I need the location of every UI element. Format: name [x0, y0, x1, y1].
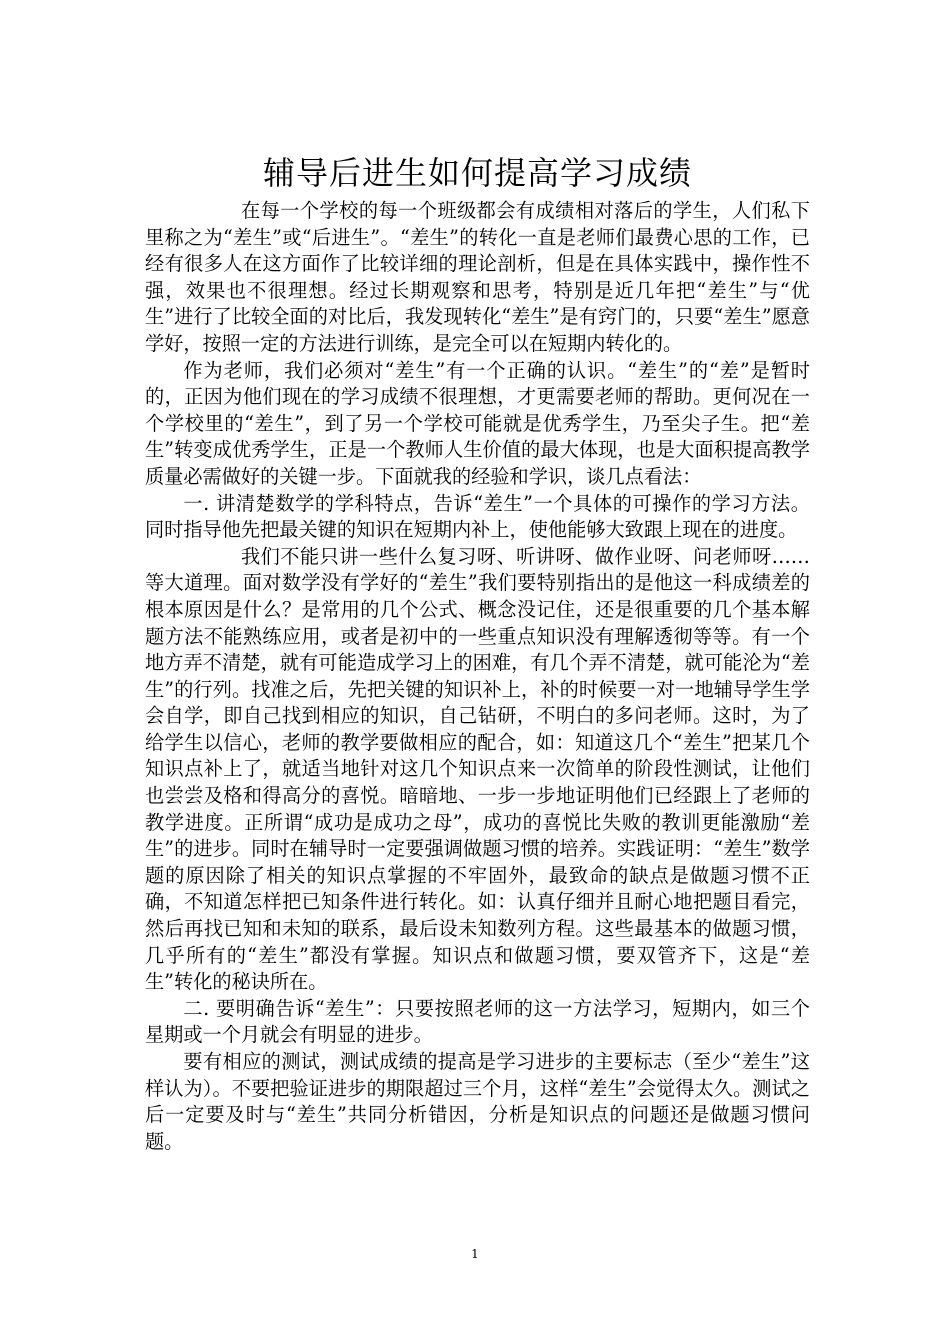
document-body: [145, 150, 810, 1155]
paragraph-testing: 要有相应的测试，测试成绩的提高是学习进步的主要标志（至少“差生”这样认为）。不要把验证进步的期限超过三个月，这样“差生”会觉得太久。测试之后一定要及时与“差生”共同分析错因，分析是知识点的问题还是做题习惯问题。: [145, 1050, 810, 1153]
paragraph-point-two: 二. 要明确告诉“差生”：只要按照老师的这一方法学习，短期内，如三个星期或一个月就会有明显的进步。: [145, 996, 810, 1047]
paragraph-teacher-view: 作为老师，我们必须对“差生”有一个正确的认识。“差生”的“差”是暂时的，正因为他们现在的学习成绩不很理想，才更需要老师的帮助。更何况在一个学校里的“差生”，到了另一个学校可能就是优秀学生，乃至尖子生。把“差生”转变成优秀学生，正是一个教师人生价值的最大体现，也是大面积提高教学质量必需做好的关键一步。下面就我的经验和学识，谈几点看法：: [145, 358, 810, 488]
document-title: 辅导后进生如何提高学习成绩: [262, 154, 692, 192]
paragraph-point-one-detail: 我们不能只讲一些什么复习呀、听讲呀、做作业呀、问老师呀……等大道理。面对数学没有学好的“差生”我们要特别指出的是他这一科成绩差的根本原因是什么？是常用的几个公式、概念没记住，还是很重要的几个基本解题方法不能熟练应用，或者是初中的一些重点知识没有理解透彻等等。有一个地方弄不清楚，就有可能造成学习上的困难，有几个弄不清楚，就可能沦为“差生”的行列。找准之后，先把关键的知识补上，补的时候要一对一地辅导学生学会自学，即自己找到相应的知识，自己钻研，不明白的多问老师。这时，为了给学生以信心，老师的教学要做相应的配合，如：知道这几个“差生”把某几个知识点补上了，就适当地针对这几个知识点来一次简单的阶段性测试，让他们也尝尝及格和得高分的喜悦。暗暗地、一步一步地证明他们已经跟上了老师的教学进度。正所谓“成功是成功之母”，成功的喜悦比失败的教训更能激励“差生”的进步。同时在辅导时一定要强调做题习惯的培养。实践证明：“差生”数学题的原因除了相关的知识点掌握的不牢固外，最致命的缺点是做题习惯不正确，不知道怎样把已知条件进行转化。如：认真仔细并且耐心地把题目看完，然后再找已知和未知的联系，最后设未知数列方程。这些最基本的做题习惯，几乎所有的“差生”都没有掌握。知识点和做题习惯，要双管齐下，这是“差生”转化的秘诀所在。: [145, 544, 810, 994]
paragraph-point-one: 一. 讲清楚数学的学科特点，告诉“差生”一个具体的可操作的学习方法。同时指导他先把最关键的知识在短期内补上，使他能够大致跟上现在的进度。: [145, 491, 810, 542]
page-number: 1: [471, 1247, 479, 1261]
paragraph-intro: 在每一个学校的每一个班级都会有成绩相对落后的学生，人们私下里称之为“差生”或“后进生”。“差生”的转化一直是老师们最费心思的工作，已经有很多人在这方面作了比较详细的理论剖析，但是在具体实践中，操作性不强，效果也不很理想。经过长期观察和思考，特别是近几年把“差生”与“优生”进行了比较全面的对比后，我发现转化“差生”是有窍门的，只要“差生”愿意学好，按照一定的方法进行训练，是完全可以在短期内转化的。: [145, 199, 810, 355]
